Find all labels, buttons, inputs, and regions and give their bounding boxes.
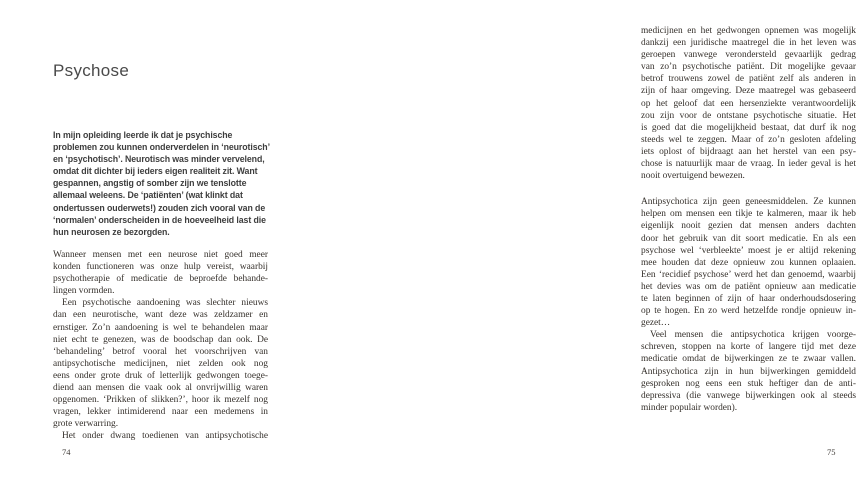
text-line: medicatie omdat de bijwerkingen ze te zwaar vallen. [641, 354, 856, 365]
text-line: gesproken nog eens een stuk heftiger dan de anti- [641, 378, 856, 389]
text-line: schreven, stoppen na korte of langere tijd met deze [641, 342, 856, 353]
text-line: chose is natuurlijk maar de vraag. In ieder geval is het [641, 159, 856, 170]
text-line: Een psychotische aandoening was slechter nieuws [62, 298, 268, 309]
intro-paragraph [53, 129, 285, 238]
text-line: Antipsychotica zijn geen geneesmiddelen. Ze kunnen [641, 197, 856, 208]
text-line: ondertussen ouderwets!) zouden zich vooral van de [53, 202, 266, 213]
text-line: geroepen vanwege verondersteld gevaarlijk gedrag [641, 50, 856, 61]
left-page [0, 0, 300, 480]
text-line: psychose wel ‘verbleekte’ moest je er altijd rekening [641, 245, 856, 256]
text-line: zijn of haar omgeving. Deze maatregel was gebaseerd [641, 86, 856, 97]
body-text-left [53, 249, 268, 443]
text-line: Wanneer mensen met een neurose niet goed meer [53, 250, 268, 260]
text-line: Het onder dwang toedienen van antipsychotische [62, 431, 268, 442]
text-line: gespannen, angstig of somber zijn we tenslotte [53, 178, 247, 189]
text-line: ‘normalen’ onderscheiden in de hoeveelheid last die [53, 214, 266, 225]
text-line: eigenlijk nooit gezien dat mensen anders dachten [641, 221, 856, 232]
text-line: iets oplost of bijdraagt aan het herstel van een psy- [641, 146, 856, 157]
text-line: zou zijn voor de ontstane psychotische situatie. Het [641, 110, 856, 121]
text-line: psychotherapie of medicatie de beproefde behande- [53, 274, 268, 285]
text-line: Een ‘recidief psychose’ werd het dan genoemd, waarbij [641, 269, 856, 280]
page-number-right: 75 [827, 447, 836, 457]
text-line: allemaal weleens. De ‘patiënten’ (wat klinkt dat [53, 190, 243, 201]
text-line: nooit overtuigend bewezen. [641, 171, 745, 182]
text-line: gezet… [641, 318, 671, 329]
text-line: lingen vormden. [53, 286, 115, 297]
text-line: op te hogen. En zo werd hetzelfde rondje opnieuw in- [641, 306, 856, 317]
text-line: omdat dit dichter bij ieders eigen realiteit zit. Want [53, 166, 258, 177]
text-line: niet echt te genezen, was de boodschap dan ook. De [53, 334, 268, 345]
text-line: opgenomen. ‘Prikken of slikken?’, hoor ik mezelf nog [53, 395, 268, 406]
text-line: steeds wel te zeggen. Maar of zo’n gesloten afdeling [641, 134, 856, 145]
text-line: Antipsychotica zijn in hun bijwerkingen gemiddeld [641, 366, 856, 377]
text-line: van zo’n psychotische patiënt. Dit mogelijke gevaar [641, 62, 856, 73]
text-line: medicijnen en het gedwongen opnemen was mogelijk [641, 26, 856, 36]
text-line: In mijn opleiding leerde ik dat je psychische [53, 130, 233, 140]
text-line: ‘behandeling’ betrof vooral het voorschrijven van [53, 346, 268, 357]
text-line: is goed dat die mogelijkheid bestaat, dat durf ik nog [641, 122, 856, 133]
body-text-right [641, 25, 856, 414]
text-line: minder populair worden). [641, 402, 738, 413]
chapter-title: Psychose [53, 61, 130, 80]
text-line: betrof trouwens zowel de patiënt zelf als anderen in [641, 74, 856, 85]
text-line: konden functioneren was onze hulp vereist, waarbij [53, 262, 268, 273]
text-line: hun neurosen ze bezorgden. [53, 226, 170, 237]
text-line: depressiva (die vanwege bijwerkingen ook al steeds [641, 390, 856, 401]
text-line: Veel mensen die antipsychotica krijgen voorge- [650, 330, 856, 341]
text-line: door het gebruik van dit soort medicatie. En als een [641, 233, 856, 244]
text-line: eens onder grote druk of letterlijk gedwongen toege- [53, 370, 268, 381]
text-line: het devies was om de patiënt opnieuw aan medicatie [641, 281, 856, 292]
right-page [300, 0, 856, 480]
text-line: en ‘psychotisch’. Neurotisch was minder vervelend, [53, 154, 265, 165]
text-line: ernstiger. Zo’n aandoening is wel te behandelen maar [53, 322, 268, 333]
text-line: vragen, lekker intimiderend naar een medemens in [53, 407, 268, 418]
text-line: op het geloof dat een hersenziekte verantwoordelijk [641, 98, 856, 109]
text-line: dan een neurotische, want deze was zeldzamer en [53, 310, 268, 321]
text-line: helpen om mensen een tikje te kalmeren, maar ik heb [641, 209, 856, 220]
text-line: mee houden dat deze opnieuw zou kunnen oplaaien. [641, 257, 856, 268]
text-line: antipsychotische medicijnen, niet zelden ook nog [53, 358, 268, 369]
text-line: dankzij een juridische maatregel die in het leven was [641, 38, 856, 49]
text-line: te laten beginnen of zijn of haar onderhoudsdosering [641, 293, 856, 304]
text-line: problemen zou kunnen onderverdelen in ‘neurotisch’ [53, 142, 270, 153]
text-line: grote verwarring. [53, 419, 119, 430]
text-line: diend aan mensen die vaak ook al onvrijwillig waren [53, 383, 268, 394]
page-number-left: 74 [62, 447, 71, 457]
